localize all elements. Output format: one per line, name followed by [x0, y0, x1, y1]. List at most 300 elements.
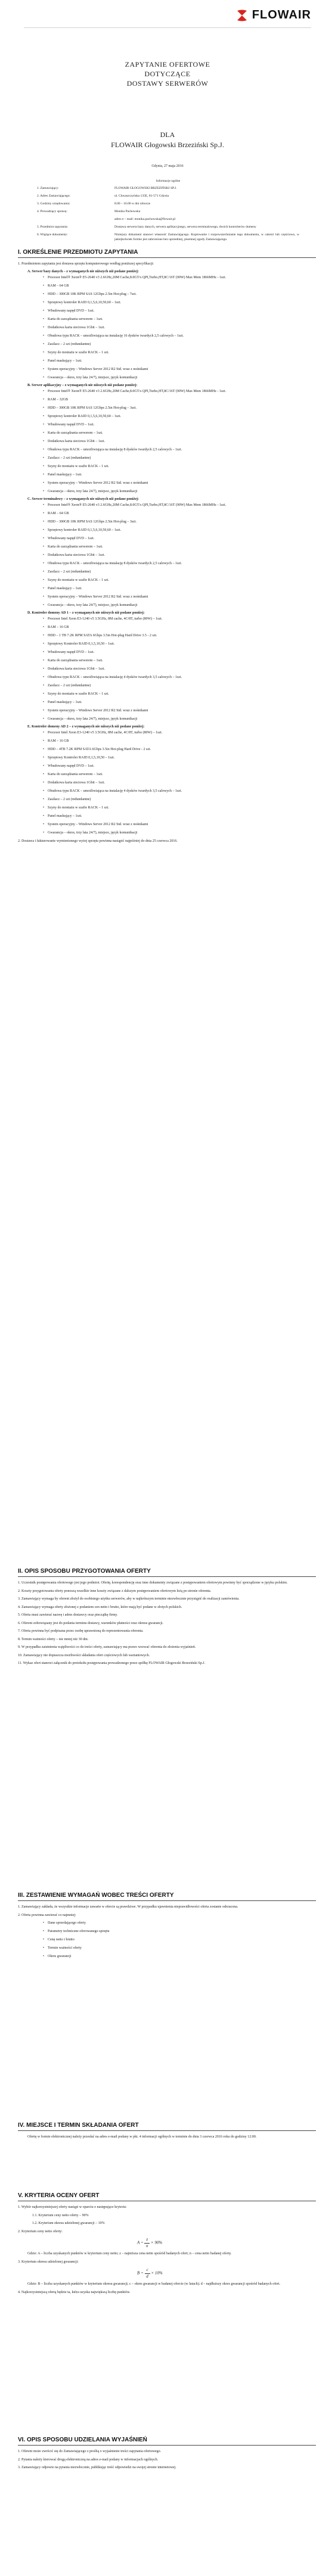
- section-heading: III. ZESTAWIENIE WYMAGAŃ WOBEC TREŚCI OFERTY: [18, 1892, 174, 1899]
- spec-item-text: RAM – 32GB: [48, 397, 69, 402]
- info-value: ul. Chwaszczyńska 135E, 81-571 Gdynia: [114, 194, 169, 198]
- spec-item: [43, 822, 316, 827]
- spec-item-text: Wbudowany napęd DVD – 1szt.: [48, 650, 95, 654]
- info-label: 2. Adres Zamawiającego:: [37, 194, 71, 198]
- spec-item-text: Szyny do montażu w szafie RACK – 1 szt.: [48, 350, 109, 354]
- spec-subheading: C. Serwer terminalowy – z wymaganych nie niższych niż podane poniżej:: [27, 497, 139, 501]
- spec-item-text: Szyny do montażu w szafie RACK – 1 szt.: [48, 692, 109, 696]
- section-heading: VI. OPIS SPOSOBU UDZIELANIA WYJAŚNIEŃ: [18, 2437, 147, 2443]
- spec-item-text: RAM – 64 GB: [48, 284, 69, 288]
- bullet-icon: •: [43, 772, 45, 776]
- flowair-logo: [235, 8, 311, 22]
- requirement-item: [43, 1946, 316, 1950]
- spec-item-text: Gwarancja – okres, trzy lata 24/7), miejsce, język komunikacji: [48, 375, 138, 379]
- bullet-icon: •: [43, 595, 45, 599]
- spec-item-text: Sprzętowy kontroler RAID 0,1,5,6,10,50,60 – 1szt.: [48, 300, 121, 304]
- document-date: Gdynia, 27 maja 2016: [151, 164, 184, 168]
- spec-item-text: Panel maskujący – 1szt.: [48, 472, 82, 477]
- section-offer-preparation: [18, 1568, 316, 1669]
- general-info: [37, 179, 299, 245]
- spec-item-text: Panel maskujący – 1szt.: [48, 586, 82, 590]
- info-value: 8.00 – 16.00 w dni robocze: [114, 202, 151, 206]
- spec-item: [43, 309, 316, 313]
- spec-item: [43, 342, 316, 347]
- requirement-text: Cenę netto i brutto: [48, 1938, 75, 1942]
- list-item-text: 7. Oferta powinna być podpisana przez osobę uprawnioną do reprezentowania oferenta.: [18, 1629, 144, 1633]
- spec-item: [43, 292, 316, 297]
- spec-item: [43, 406, 316, 410]
- list-item-text: 3. Zamawiający wymaga by oferent złożył do osobistego użytku serwerów, aby w najkrótszym terminie niezwłocznie przystąpić do realizacji zamówienia.: [18, 1597, 240, 1601]
- spec-item-text: HDD – 300GB 10K RPM SAS 12Gbps 2.5in Hot-plug – 7szt.: [48, 292, 137, 296]
- spec-item-text: Zasilacz – 2 szt (redundantne): [48, 570, 91, 574]
- bullet-icon: •: [43, 284, 45, 288]
- info-value: adres e – mail: monika.pachowska@flowair.pl: [114, 217, 176, 221]
- spec-item: [43, 683, 316, 688]
- criteria-item: 2. Kryterium ceny netto oferty:: [18, 2229, 63, 2233]
- list-item: [18, 1645, 316, 1651]
- list-item-text: 1. Oferent może zwrócić się do Zamawiającego z prośbą o wyjaśnienie treści zapytania ofertowego.: [18, 2450, 162, 2453]
- spec-item: [43, 561, 316, 566]
- spec-item-text: Gwarancja – okres, trzy lata 24/7), miejsce, język komunikacji: [48, 603, 138, 607]
- section-clarifications: [18, 2437, 316, 2474]
- spec-item-text: Panel maskujący – 1szt.: [48, 700, 82, 704]
- bullet-icon: •: [43, 1946, 45, 1950]
- list-item-text: 5. Oferta musi zawierać nazwę i adres dostawcy oraz pieczątkę firmy.: [18, 1613, 118, 1617]
- bullet-icon: •: [43, 375, 45, 379]
- spec-item: [43, 439, 316, 444]
- spec-item: [43, 389, 316, 394]
- numbered-list: [18, 1581, 316, 1667]
- criteria-item: 4. Najkorzystniejszą ofertą będzie ta, która uzyska największą liczbę punktów.: [18, 2290, 131, 2294]
- spec-item: [43, 472, 316, 477]
- title-line: DOSTAWY SERWERÓW: [126, 79, 209, 88]
- recipient-line: DLA: [160, 130, 175, 139]
- spec-item: [43, 772, 316, 777]
- bullet-icon: •: [43, 472, 45, 477]
- spec-item: [43, 359, 316, 363]
- bullet-icon: •: [43, 667, 45, 671]
- list-item: [18, 1913, 316, 1919]
- spec-item: [43, 595, 316, 599]
- spec-item-text: HDD – 1 TB 7.2K RPM SATA 6Gbps 3.5in Hot-plug Hard Drive 3.5 - 2 szt.: [48, 633, 157, 637]
- section-divider: [18, 2130, 316, 2131]
- document-title: [0, 60, 335, 88]
- list-item-text: 1. Zamawiający zakłada, że wszystkie informacje zawarte w ofercie są prawdziwe. W przypadku ujawnienia nieprawidłowości oferta zostanie odrzucona.: [18, 1905, 238, 1909]
- spec-item-text: Dodatkowa karta sieciowa 1Gbit – 1szt.: [48, 553, 105, 557]
- requirement-item: [43, 1954, 316, 1959]
- bullet-icon: •: [43, 431, 45, 435]
- list-item: [18, 1605, 316, 1611]
- info-label: 3. Godziny urzędowania:: [37, 202, 70, 206]
- spec-item: [43, 334, 316, 338]
- bullet-icon: •: [43, 1930, 45, 1933]
- spec-item: [43, 789, 316, 794]
- bullet-icon: •: [43, 545, 45, 549]
- spec-item: [43, 414, 316, 419]
- spec-item-text: Karta do zarządzania serwerem – 1szt.: [48, 772, 103, 776]
- spec-item-text: Wbudowany napęd DVD – 1szt.: [48, 536, 95, 540]
- list-item: [18, 2457, 316, 2463]
- spec-item: [43, 578, 316, 583]
- spec-item: [43, 603, 316, 608]
- spec-item-text: Panel maskujący – 1szt.: [48, 814, 82, 818]
- section-heading: V. KRYTERIA OCENY OFERT: [18, 2192, 100, 2199]
- requirement-text: Parametry techniczne oferowanego sprzętu: [48, 1930, 110, 1933]
- spec-item: [43, 284, 316, 288]
- list-item-text: 1. Uczestnik postępowania ofertowego jest jego podmiot. Ofertę, korespondencję oraz inne dokumenty związane z postępowaniem ofertowym powinny być sporządzone w języku polskim.: [18, 1581, 288, 1585]
- bullet-icon: •: [43, 503, 45, 507]
- bullet-icon: •: [43, 730, 45, 735]
- spec-item: [43, 658, 316, 663]
- spec-item: [43, 650, 316, 655]
- spec-item-text: Gwarancja – okres, trzy lata 24/7), miejsce, język komunikacji: [48, 489, 138, 493]
- spec-item: [43, 617, 316, 621]
- spec-item-text: Karta do zarządzania serwerem – 1szt.: [48, 658, 103, 662]
- spec-item-text: Karta do zarządzania serwerem – 1szt.: [48, 545, 103, 549]
- bullet-icon: •: [43, 739, 45, 743]
- spec-item: [43, 456, 316, 461]
- spec-item: [43, 675, 316, 680]
- spec-item-text: Panel maskujący – 1szt.: [48, 359, 82, 363]
- bullet-icon: •: [43, 1938, 45, 1942]
- section-heading: I. OKREŚLENIE PRZEDMIOTU ZAPYTANIA: [18, 249, 138, 256]
- spec-item-text: Obudowa typu RACK – umożliwiająca na instalację 8 dysków twardych 2,5 calowych – 1szt.: [48, 447, 182, 452]
- spec-item-text: Obudowa typu RACK – umożliwiająca na instalację 8 dysków twardych 2,5 calowych – 1szt.: [48, 561, 182, 565]
- spec-item-text: Karta do zarządzania serwerem – 1szt.: [48, 317, 103, 321]
- spec-item-text: HDD – 300GB 10K RPM SAS 12Gbps 2.5in Hot-plug – 3szt.: [48, 406, 137, 410]
- requirement-item: [43, 1929, 316, 1934]
- list-item: [18, 1653, 316, 1659]
- spec-item-text: Wbudowany napęd DVD – 1szt.: [48, 309, 95, 313]
- spec-item: [43, 755, 316, 760]
- bullet-icon: •: [43, 389, 45, 393]
- spec-item: [43, 511, 316, 516]
- bullet-icon: •: [43, 747, 45, 751]
- bullet-icon: •: [43, 814, 45, 818]
- spec-list: [18, 270, 316, 835]
- spec-item: [43, 553, 316, 558]
- spec-item-text: Zasilacz – 2 szt (redundantne): [48, 797, 91, 801]
- section-paragraph: Ofertę w formie elektronicznej należy przesłać na adres e-mail podany w pkt. 4 informacji ogólnych w terminie do dnia 3 czerwca 2016 roku do godziny 12:00.: [27, 2135, 257, 2139]
- bullet-icon: •: [43, 359, 45, 363]
- info-row: [37, 209, 299, 214]
- list-item: [18, 1629, 316, 1635]
- spec-item-text: Procesor Intel Xeon E3-1240 v5 3.5GHz, 8M cache, 4C/8T, turbo (80W) – 1szt.: [48, 730, 163, 735]
- section-divider: [18, 1900, 316, 1901]
- spec-item-text: Wbudowany napęd DVD – 1szt.: [48, 422, 95, 427]
- list-item-text: 6. Oferent zobowiązany jest do podania terminu dostawy, warunków płatności oraz okresu gwarancji.: [18, 1621, 164, 1625]
- list-item-text: 4. Zamawiający wymaga oferty złożonej z podaniem cen netto i brutto, które mają być podane w złotych polskich.: [18, 1605, 182, 1609]
- info-row: [37, 201, 299, 206]
- spec-item: [43, 431, 316, 435]
- bullet-icon: •: [43, 553, 45, 557]
- list-item-text: 8. Termin ważności oferty – nie mniej niż 30 dni.: [18, 1637, 89, 1641]
- bullet-icon: •: [43, 422, 45, 427]
- spec-item-text: Gwarancja – okres, trzy lata 24/7), miejsce, język komunikacji: [48, 830, 138, 835]
- spec-item: [43, 797, 316, 802]
- spec-item: [43, 536, 316, 541]
- bullet-icon: •: [43, 447, 45, 452]
- bullet-icon: •: [43, 456, 45, 460]
- bullet-icon: •: [43, 300, 45, 304]
- requirement-text: Dane sprzedającego oferty: [48, 1921, 86, 1925]
- bullet-icon: •: [43, 692, 45, 696]
- list-item-text: 9. W przypadku zaistnienia wątpliwości co do treści oferty, zamawiający ma prawo wezwać oferenta do złożenia wyjaśnień.: [18, 1645, 196, 1649]
- spec-item-text: Dodatkowa karta sieciowa 1Gbit – 1szt.: [48, 325, 105, 329]
- requirement-text: Okres gwarancji: [48, 1955, 72, 1958]
- criteria-item: 1. Wybór najkorzystniejszej oferty nastąpi w oparciu o następujące kryteria:: [18, 2205, 127, 2209]
- spec-item-text: Szyny do montażu w szafie RACK – 1 szt.: [48, 805, 109, 810]
- bullet-icon: •: [43, 397, 45, 402]
- spec-item: [43, 692, 316, 696]
- bullet-icon: •: [43, 275, 45, 279]
- spec-item-text: RAM – 16 GB: [48, 739, 69, 743]
- requirement-item: [43, 1937, 316, 1942]
- section-divider: [18, 1576, 316, 1577]
- section-criteria: [18, 2192, 316, 2298]
- spec-item: [43, 375, 316, 380]
- list-item-text: 3. Zamawiający odpowie na pytania niezwłocznie, publikując treść odpowiedzi na swojej stronie internetowej.: [18, 2466, 176, 2469]
- bullet-icon: •: [43, 764, 45, 768]
- spec-item: [43, 464, 316, 469]
- bullet-icon: •: [43, 642, 45, 646]
- criteria-item: Gdzie: B – liczba uzyskanych punktów w kryterium okresu gwarancji; c – okres gwarancji w badanej ofercie (w latach); d – najdłuższy okres gwarancji spośród badanych ofert.: [27, 2282, 281, 2286]
- spec-item-text: Karta do zarządzania serwerem – 1szt.: [48, 431, 103, 435]
- spec-item: [43, 275, 316, 280]
- bullet-icon: •: [43, 1955, 45, 1958]
- bullet-icon: •: [43, 797, 45, 801]
- spec-item: [43, 300, 316, 305]
- spec-item: [43, 717, 316, 721]
- spec-item-text: HDD – 4TB 7.2K RPM SATA 6Gbps 3.5in Hot-plug Hard Drive - 2 szt.: [48, 747, 151, 751]
- spec-item: [43, 350, 316, 355]
- bullet-icon: •: [43, 350, 45, 354]
- spec-item: [43, 814, 316, 819]
- info-row: [37, 217, 299, 222]
- spec-item: [43, 708, 316, 713]
- spec-item-text: Wbudowany napęd DVD – 1szt.: [48, 764, 95, 768]
- section-divider: [18, 2445, 316, 2446]
- spec-item: [43, 642, 316, 646]
- spec-item-text: Procesor Intel® Xeon® E5-2640 v3 2.6GHz,20M Cache,8.0GT/s QPI,Turbo,HT,8C/16T (90W) Max Mem 1866MHz - 1szt.: [48, 389, 227, 393]
- spec-item-text: Procesor Intel® Xeon® E5-2640 v3 2.6GHz,20M Cache,8.0GT/s QPI,Turbo,HT,8C/16T (90W) Max Mem 1866MHz - 1szt.: [48, 275, 227, 279]
- info-label: 5. Przedmiot zapytania:: [37, 225, 69, 229]
- list-item: [18, 2449, 316, 2455]
- list-item-text: 2. Pytania należy kierować drogą elektroniczną na adres e-mail podany w informacjach ogólnych.: [18, 2457, 159, 2462]
- list-item-text: 2. Oferta powinna zawierać co najmniej:: [18, 1913, 76, 1917]
- spec-item: [43, 481, 316, 486]
- spec-item: [43, 325, 316, 330]
- section-heading: II. OPIS SPOSOBU PRZYGOTOWANIA OFERTY: [18, 1568, 151, 1575]
- warranty-formula: B = $\frac{c}{d}$ × 10%: [137, 2267, 163, 2279]
- spec-item: [43, 397, 316, 402]
- bullet-icon: •: [43, 578, 45, 582]
- spec-item-text: Sprzętowy kontroler RAID 0,1,5,6,10,50,60 – 1szt.: [48, 528, 121, 532]
- spec-item: [43, 586, 316, 591]
- section-subject: [18, 249, 316, 847]
- spec-item-text: Obudowa typu RACK – umożliwiająca na instalację 4 dysków twardych 3,5 calowych – 1szt.: [48, 789, 182, 793]
- spec-item: [43, 367, 316, 372]
- spec-item-text: RAM – 16 GB: [48, 625, 69, 629]
- spec-item: [43, 764, 316, 769]
- spec-item-text: Zasilacz – 2 szt (redundantne): [48, 342, 91, 346]
- info-row: [37, 186, 299, 191]
- spec-item-text: Zasilacz – 2 szt (redundantne): [48, 683, 91, 687]
- section-heading: IV. MIEJSCE I TERMIN SKŁADANIA OFERT: [18, 2122, 139, 2129]
- info-label: 1. Zamawiający:: [37, 186, 59, 190]
- spec-item: [43, 528, 316, 533]
- spec-item: [43, 739, 316, 743]
- info-label: 4. Prowadzący sprawę:: [37, 210, 67, 213]
- info-value: Niniejszy dokument stanowi własność Zamawiającego. Kopiowanie i rozpowszechnianie tego dokumentu, w całości lub częściowo, w jakiejkolwiek formie jest zabronione bez uprzedniej, pisemnej zgody Zamawiającego.: [114, 233, 299, 241]
- info-value: Dostawa serwera bazy danych, serwera aplikacyjnego, serwera terminalowego, dwóch kontrolerów domeny: [114, 225, 256, 229]
- bullet-icon: •: [43, 528, 45, 532]
- bullet-icon: •: [43, 675, 45, 679]
- bullet-icon: •: [43, 536, 45, 540]
- criteria-item: 3. Kryterium okresu udzielonej gwarancji:: [18, 2260, 79, 2264]
- bullet-icon: •: [43, 658, 45, 662]
- bullet-icon: •: [43, 700, 45, 704]
- bullet-icon: •: [43, 519, 45, 524]
- bullet-icon: •: [43, 414, 45, 418]
- bullet-icon: •: [43, 317, 45, 321]
- bullet-icon: •: [43, 439, 45, 443]
- list-item: [18, 1613, 316, 1619]
- list-item: [18, 1637, 316, 1643]
- bullet-icon: •: [43, 805, 45, 810]
- bullet-icon: •: [43, 683, 45, 687]
- spec-item-text: Zasilacz – 2 szt (redundantne): [48, 456, 91, 460]
- section-divider: [18, 257, 316, 258]
- bullet-icon: •: [43, 822, 45, 826]
- list-item: [18, 1661, 316, 1667]
- spec-item-text: System operacyjny – Windows Server 2012 R2 Std. wraz z nośnikami: [48, 822, 148, 826]
- info-row: [37, 225, 299, 229]
- info-value: FLOWAIR GŁOGOWSKI BRZEZIŃSKI SP.J.: [114, 186, 177, 190]
- spec-item-text: Sprzętowy Kontroler RAID 0,1,5,10,50 – 1szt.: [48, 642, 115, 646]
- spec-subheading: A. Serwer bazy danych – z wymaganych nie niższych niż podane poniżej:: [27, 269, 139, 273]
- spec-item-text: Procesor Intel® Xeon® E5-2640 v3 2.6GHz,20M Cache,8.0GT/s QPI,Turbo,HT,8C/16T (90W) Max Mem 1866MHz - 1szt.: [48, 503, 227, 507]
- spec-item: [43, 317, 316, 322]
- spec-item: [43, 503, 316, 508]
- recipient-line: FLOWAIR Głogowski Brzeziński Sp.J.: [111, 141, 224, 149]
- spec-item: [43, 805, 316, 810]
- spec-subheading: B. Serwer aplikacyjny – z wymaganych nie niższych niż podane poniżej:: [27, 383, 138, 387]
- bullet-icon: •: [43, 561, 45, 565]
- spec-item: [43, 545, 316, 549]
- spec-item-text: System operacyjny – Windows Server 2012 R2 Std. wraz z nośnikami: [48, 595, 148, 599]
- section-deadline: [18, 2122, 316, 2141]
- bullet-icon: •: [43, 780, 45, 785]
- spec-item-text: Obudowa typu RACK – umożliwiająca na instalację 4 dysków twardych 3,5 calowych – 1szt.: [48, 675, 182, 679]
- bullet-icon: •: [43, 650, 45, 654]
- info-label: 6. Wiążące dokumenty:: [37, 233, 68, 237]
- spec-item: [43, 570, 316, 574]
- bullet-icon: •: [43, 406, 45, 410]
- bullet-icon: •: [43, 570, 45, 574]
- bullet-icon: •: [43, 603, 45, 607]
- spec-item: [43, 633, 316, 638]
- list-item-text: 10. Zamawiający nie dopuszcza możliwości składania ofert częściowych lub wariantowych.: [18, 1653, 150, 1657]
- requirement-text: Termin ważności oferty: [48, 1946, 82, 1950]
- bullet-icon: •: [43, 292, 45, 296]
- requirement-item: [43, 1921, 316, 1925]
- spec-item: [43, 489, 316, 494]
- bullet-icon: •: [43, 708, 45, 713]
- spec-item-text: Sprzętowy kontroler RAID 0,1,5,6,10,50,60 – 1szt.: [48, 414, 121, 418]
- spec-item-text: Sprzętowy Kontroler RAID 0,1,5,10,50 – 1szt.: [48, 755, 115, 760]
- bullet-icon: •: [43, 511, 45, 515]
- spec-item: [43, 700, 316, 705]
- bullet-icon: •: [43, 1921, 45, 1925]
- criteria-item: 1.1. Kryterium ceny netto oferty – 90%: [32, 2213, 89, 2217]
- spec-item-text: Dodatkowa karta sieciowa 1Gbit – 1szt.: [48, 780, 105, 785]
- list-item: [18, 1597, 316, 1603]
- list-item: [18, 2465, 316, 2471]
- spec-item-text: System operacyjny – Windows Server 2012 R2 Std. wraz z nośnikami: [48, 481, 148, 485]
- info-rows: [37, 186, 299, 242]
- spec-item-text: Procesor Intel Xeon E3-1240 v5 3.5GHz, 8M cache, 4C/8T, turbo (80W) – 1szt.: [48, 617, 163, 621]
- bullet-icon: •: [43, 334, 45, 338]
- list-item: [18, 1581, 316, 1586]
- list-item: [18, 1589, 316, 1595]
- spec-item-text: Gwarancja – okres, trzy lata 24/7), miejsce, język komunikacji: [48, 717, 138, 721]
- spec-item-text: Obudowa typu RACK – umożliwiająca na instalację 16 dysków twardych 2,5 calowych – 1szt.: [48, 334, 184, 338]
- list-item: [18, 1621, 316, 1627]
- bullet-icon: •: [43, 617, 45, 621]
- section-paragraph: 2. Dostawa i fakturowanie wymienionego wyżej sprzętu powinna nastąpić najpóźniej do dnia 25 czerwca 2016.: [18, 839, 178, 843]
- numbered-list: [18, 2449, 316, 2471]
- spec-item: [43, 780, 316, 785]
- spec-item-text: System operacyjny – Windows Server 2012 R2 Std. wraz z nośnikami: [48, 367, 148, 371]
- flowair-logo-icon: [235, 9, 249, 22]
- spec-item-text: RAM – 64 GB: [48, 511, 69, 515]
- list-item: [18, 1905, 316, 1911]
- spec-item: [43, 730, 316, 735]
- list-item-text: 11. Wykaz ofert stanowi załącznik do protokołu postępowania prowadzonego przez spółkę FLOWAIR Głogowski Brzeziński Sp.J.: [18, 1662, 206, 1665]
- recipient-block: [0, 130, 335, 150]
- spec-item-text: Szyny do montażu w szafie RACK – 1 szt.: [48, 464, 109, 468]
- bullet-icon: •: [43, 481, 45, 485]
- section-paragraph: 1. Przedmiotem zapytania jest dostawa sprzętu komputerowego według poniższej specyfikacji:: [18, 262, 154, 266]
- info-label: [37, 217, 114, 222]
- spec-item: [43, 519, 316, 524]
- spec-item: [43, 830, 316, 835]
- bullet-icon: •: [43, 717, 45, 721]
- info-row: [37, 194, 299, 198]
- bullet-icon: •: [43, 464, 45, 468]
- bullet-icon: •: [43, 789, 45, 793]
- bullet-icon: •: [43, 633, 45, 637]
- spec-item: [43, 747, 316, 752]
- info-value: Monika Pachowska: [114, 210, 141, 213]
- spec-item: [43, 625, 316, 630]
- spec-subheading: D. Kontroler domeny AD 1 – z wymaganych nie niższych niż podane poniżej:: [27, 611, 145, 615]
- spec-item-text: HDD – 300GB 10K RPM SAS 12Gbps 2.5in Hot-plug – 3szt.: [48, 519, 137, 524]
- bullet-icon: •: [43, 325, 45, 329]
- bullet-icon: •: [43, 830, 45, 835]
- spec-item-text: Szyny do montażu w szafie RACK – 1 szt.: [48, 578, 109, 582]
- list-item-text: 2. Koszty przygotowania oferty ponoszą wszelkie inne koszty związane z dalszym postępowaniem ofertowym leżą po stronie oferenta.: [18, 1589, 212, 1593]
- bullet-icon: •: [43, 586, 45, 590]
- bullet-icon: •: [43, 342, 45, 346]
- numbered-list: [18, 1905, 316, 1918]
- bullet-icon: •: [43, 309, 45, 313]
- bullet-icon: •: [43, 367, 45, 371]
- logo-text: FLOWAIR: [252, 8, 311, 21]
- bullet-icon: •: [43, 489, 45, 493]
- price-formula: A = $\frac{z}{n}$ × 90%: [137, 2237, 163, 2248]
